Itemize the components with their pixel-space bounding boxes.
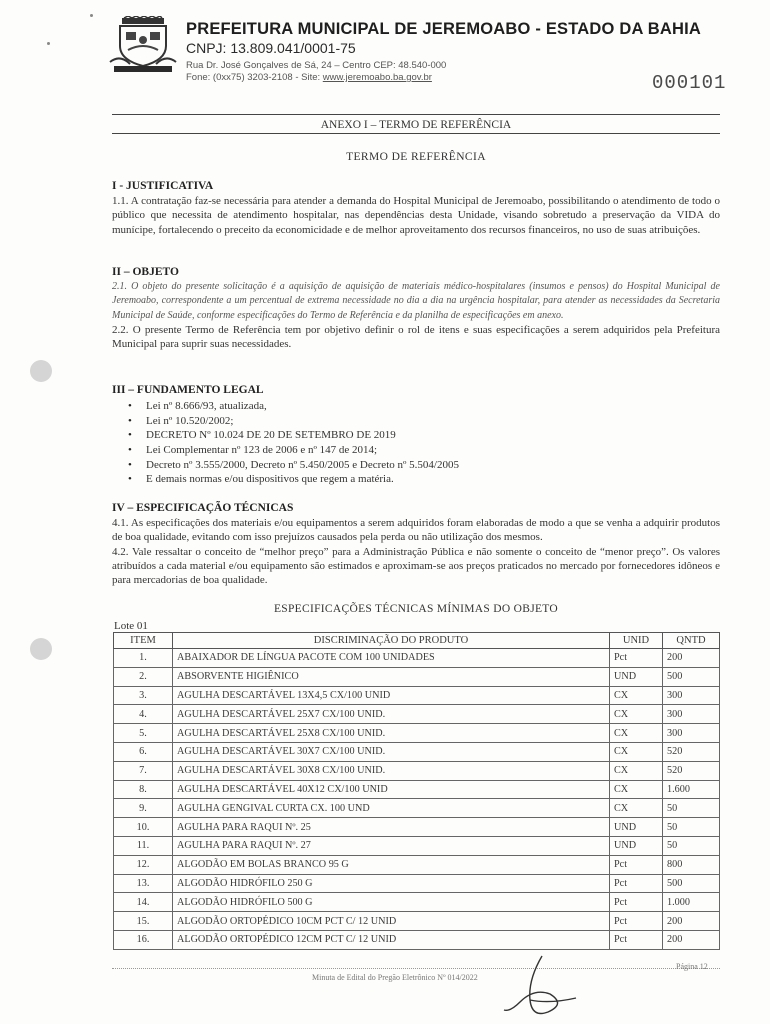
cell-item: 11. [114, 836, 173, 855]
table-row [114, 724, 720, 743]
cell-qntd: 500 [663, 874, 720, 893]
cell-unid: UND [610, 667, 663, 686]
cell-item: 1. [114, 649, 173, 668]
site-link[interactable]: www.jeremoabo.ba.gov.br [322, 72, 432, 83]
cell-unid: UND [610, 836, 663, 855]
scan-speck [90, 14, 93, 17]
cell-description: AGULHA DESCARTÁVEL 30X8 CX/100 UNID. [173, 761, 610, 780]
cell-qntd: 520 [663, 742, 720, 761]
cell-description: ALGODÃO EM BOLAS BRANCO 95 G [173, 855, 610, 874]
page-number: Página 12 [676, 962, 708, 971]
section-fundamento-legal [112, 383, 720, 487]
divider [112, 133, 720, 134]
list-item: • Lei nº 8.666/93, atualizada, [146, 399, 720, 414]
paragraph: 1.1. A contratação faz-se necessária para atender a demanda do Hospital Municipal de Jeremoabo, possibilitando o atendimento de todo o público que necessita de atendimento hospitalar, nas dependências desta Unidade, visando sobretudo a preservação da VIDA do munícipe, fortalecendo o preceito da economicidade e de melhor aproveitamento dos recursos financeiros, no uso de suas atribuições. [112, 195, 720, 236]
table-row [114, 780, 720, 799]
cell-unid: CX [610, 705, 663, 724]
section-heading: IV – ESPECIFICAÇÃO TÉCNICAS [112, 502, 294, 514]
list-item: • E demais normas e/ou dispositivos que regem a matéria. [146, 472, 720, 487]
items-table [113, 632, 720, 950]
cell-qntd: 50 [663, 818, 720, 837]
municipality-title: PREFEITURA MUNICIPAL DE JEREMOABO - ESTADO DA BAHIA [186, 20, 701, 38]
column-header-item: ITEM [114, 633, 173, 649]
table-row [114, 874, 720, 893]
cell-item: 13. [114, 874, 173, 893]
cell-unid: Pct [610, 855, 663, 874]
cell-qntd: 200 [663, 912, 720, 931]
section-especificacao [112, 501, 720, 587]
cell-unid: CX [610, 686, 663, 705]
cell-item: 14. [114, 893, 173, 912]
annex-title: ANEXO I – TERMO DE REFERÊNCIA [320, 119, 512, 131]
cell-qntd: 200 [663, 930, 720, 949]
cell-unid: CX [610, 799, 663, 818]
specifications-title: ESPECIFICAÇÕES TÉCNICAS MÍNIMAS DO OBJETO [273, 603, 559, 615]
cell-description: AGULHA PARA RAQUI Nº. 25 [173, 818, 610, 837]
cell-unid: CX [610, 780, 663, 799]
paragraph: 4.2. Vale ressaltar o conceito de “melhor preço” para a Administração Pública e não somente o conceito de “menor preço”. Os valores atribuídos a cada material e/ou equipamento são estimados e aproximam-se aos preços praticados no mercado por fornecedores idôneos e para mercadorias de boa qualidade. [112, 545, 720, 587]
table-row [114, 686, 720, 705]
cell-item: 6. [114, 742, 173, 761]
cell-item: 12. [114, 855, 173, 874]
section-heading: III – FUNDAMENTO LEGAL [112, 384, 264, 396]
cell-unid: Pct [610, 874, 663, 893]
cell-description: AGULHA PARA RAQUI Nº. 27 [173, 836, 610, 855]
cell-description: ALGODÃO HIDRÓFILO 250 G [173, 874, 610, 893]
page-stamp-number: 000101 [652, 72, 727, 94]
list-item: • Decreto nº 3.555/2000, Decreto nº 5.450/2005 e Decreto nº 5.504/2005 [146, 458, 720, 473]
footer-text: Minuta de Edital do Pregão Eletrônico Nº 014/2022 [312, 973, 478, 982]
cell-unid: Pct [610, 893, 663, 912]
section-heading: II – OBJETO [112, 266, 179, 278]
address: Rua Dr. José Gonçalves de Sá, 24 – Centro CEP: 48.540-000 [186, 60, 447, 71]
cell-description: AGULHA DESCARTÁVEL 13X4,5 CX/100 UNID [173, 686, 610, 705]
cell-item: 3. [114, 686, 173, 705]
document-title: TERMO DE REFERÊNCIA [346, 151, 486, 163]
contact-line [186, 72, 432, 83]
table-row [114, 912, 720, 931]
cell-description: ALGODÃO HIDRÓFILO 500 G [173, 893, 610, 912]
cell-item: 15. [114, 912, 173, 931]
table-row [114, 930, 720, 949]
cell-item: 16. [114, 930, 173, 949]
cell-qntd: 520 [663, 761, 720, 780]
cell-item: 2. [114, 667, 173, 686]
phone-text: Fone: (0xx75) 3203-2108 - Site: [186, 72, 323, 83]
divider [112, 114, 720, 115]
cell-qntd: 50 [663, 836, 720, 855]
table-row [114, 705, 720, 724]
cell-qntd: 800 [663, 855, 720, 874]
section-justificativa [112, 179, 720, 237]
table-row [114, 761, 720, 780]
column-header-unid: UNID [610, 633, 663, 649]
table-row [114, 742, 720, 761]
lote-label: Lote 01 [114, 620, 148, 632]
cell-qntd: 200 [663, 649, 720, 668]
scan-speck [47, 42, 50, 45]
cell-description: ALGODÃO ORTOPÉDICO 12CM PCT C/ 12 UNID [173, 930, 610, 949]
cell-unid: UND [610, 818, 663, 837]
cell-description: ABSORVENTE HIGIÊNICO [173, 667, 610, 686]
list-item: • DECRETO Nº 10.024 DE 20 DE SETEMBRO DE 2019 [146, 428, 720, 443]
cell-description: AGULHA DESCARTÁVEL 25X7 CX/100 UNID. [173, 705, 610, 724]
cell-qntd: 50 [663, 799, 720, 818]
table-row [114, 799, 720, 818]
paragraph-italic: 2.1. O objeto do presente solicitação é a aquisição de aquisição de materiais médico-hospitalares (insumos e pensos) do Hospital Municipal de Jeremoabo, correspondente a um percentual de extrema necessidade no dia a dia na urgência hospitalar, para atender as necessidades da Secretaria Municipal de Saúde, conforme especificações do Termo de Referência e da planilha de especificações em anexo. [112, 281, 720, 321]
cell-qntd: 300 [663, 705, 720, 724]
cell-description: AGULHA GENGIVAL CURTA CX. 100 UND [173, 799, 610, 818]
cell-description: ABAIXADOR DE LÍNGUA PACOTE COM 100 UNIDADES [173, 649, 610, 668]
cell-item: 8. [114, 780, 173, 799]
table-row [114, 855, 720, 874]
cell-qntd: 1.600 [663, 780, 720, 799]
cell-unid: Pct [610, 930, 663, 949]
list-item: • Lei Complementar nº 123 de 2006 e nº 147 de 2014; [146, 443, 720, 458]
cell-item: 4. [114, 705, 173, 724]
cell-qntd: 300 [663, 686, 720, 705]
footer-divider [112, 968, 720, 969]
handwritten-signature [500, 950, 580, 1024]
section-heading: I - JUSTIFICATIVA [112, 180, 214, 192]
paragraph: 2.2. O presente Termo de Referência tem por objetivo definir o rol de itens e suas especificações a serem adquiridos pela Prefeitura Municipal para suprir suas necessidades. [112, 323, 720, 351]
table-header-row [114, 633, 720, 649]
table-row [114, 667, 720, 686]
table-row [114, 649, 720, 668]
section-objeto [112, 265, 720, 351]
table-row [114, 836, 720, 855]
punch-hole [30, 360, 52, 382]
cell-item: 10. [114, 818, 173, 837]
paragraph: 4.1. As especificações dos materiais e/ou equipamentos a serem adquiridos foram elaboradas de modo a que se venha a adquirir produtos de boa qualidade, evitando com isso prejuízos causados pela perda ou não utilização dos mesmos. [112, 517, 720, 544]
cell-description: ALGODÃO ORTOPÉDICO 10CM PCT C/ 12 UNID [173, 912, 610, 931]
cell-qntd: 300 [663, 724, 720, 743]
punch-hole [30, 638, 52, 660]
legal-basis-list [112, 399, 720, 487]
table-row [114, 818, 720, 837]
cell-unid: CX [610, 761, 663, 780]
cell-unid: Pct [610, 649, 663, 668]
cell-qntd: 500 [663, 667, 720, 686]
cell-item: 5. [114, 724, 173, 743]
table-row [114, 893, 720, 912]
cell-unid: Pct [610, 912, 663, 931]
cnpj: CNPJ: 13.809.041/0001-75 [186, 40, 356, 56]
cell-item: 9. [114, 799, 173, 818]
table-body [114, 649, 720, 950]
column-header-qntd: QNTD [663, 633, 720, 649]
coat-of-arms-logo [108, 16, 178, 74]
column-header-description: DISCRIMINAÇÃO DO PRODUTO [173, 633, 610, 649]
cell-description: AGULHA DESCARTÁVEL 25X8 CX/100 UNID. [173, 724, 610, 743]
cell-description: AGULHA DESCARTÁVEL 40X12 CX/100 UNID [173, 780, 610, 799]
cell-unid: CX [610, 742, 663, 761]
cell-qntd: 1.000 [663, 893, 720, 912]
list-item: • Lei nº 10.520/2002; [146, 414, 720, 429]
cell-description: AGULHA DESCARTÁVEL 30X7 CX/100 UNID. [173, 742, 610, 761]
cell-unid: CX [610, 724, 663, 743]
cell-item: 7. [114, 761, 173, 780]
